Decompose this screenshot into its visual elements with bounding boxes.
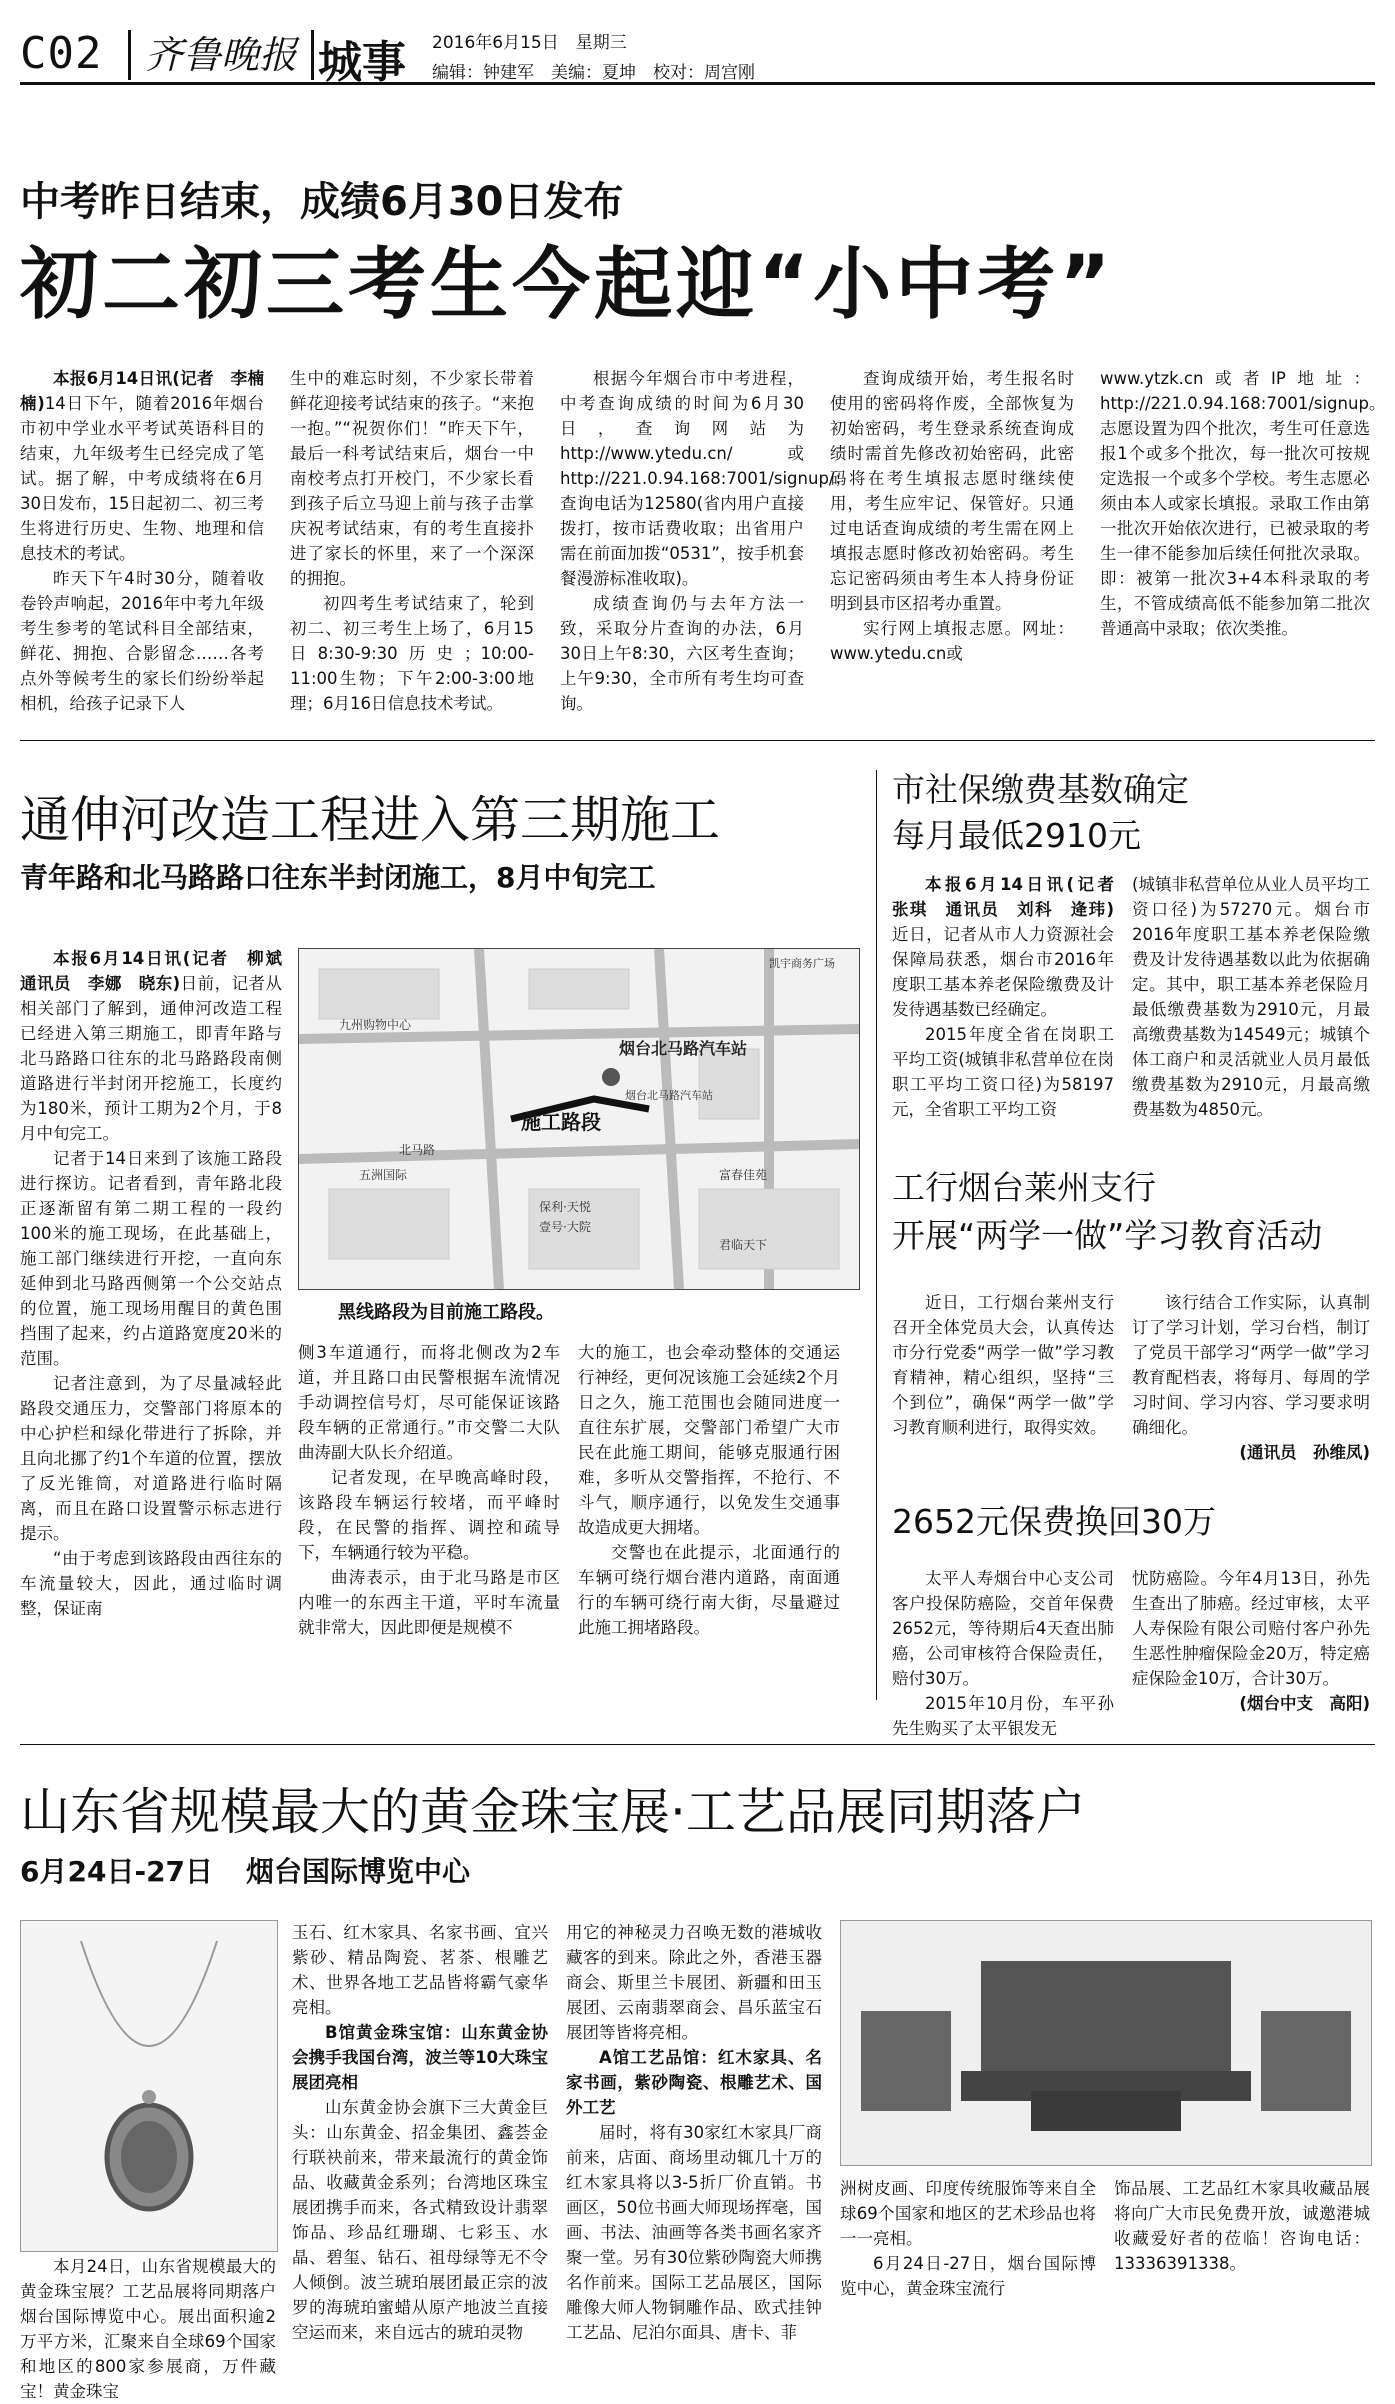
story5-headline: 2652元保费换回30万 — [892, 1502, 1216, 1541]
story5-byline: (烟台中支 高阳) — [1239, 1694, 1370, 1713]
page-number: C02 — [20, 28, 103, 79]
story6-date: 6月24日-27日 — [20, 1855, 214, 1888]
story2-dateline: 本报6月14日讯(记者 柳斌 通讯员 李娜 晓东) — [20, 949, 299, 993]
construction-map — [298, 948, 860, 1290]
story3-dateline: 本报6月14日讯(记者 张琪 通讯员 刘科 逄玮) — [892, 875, 1131, 919]
story4-headline-line2: 开展“两学一做”学习教育活动 — [892, 1216, 1323, 1255]
map-label: 施工路段 — [521, 1110, 601, 1134]
story1-column-3: 根据今年烟台市中考进程，中考查询成绩的时间为6月30日，查询网站为http://www.ytedu.cn/或http://221.0.94.168:7001/signup/；查询电话为12580(省内用户直接拨打，按市话费收取；出省用户需在前面加拨“0531”，按手机套餐漫游标准收取)。 成绩查询仍与去年方法一致，采取分片查询的办法，6月30日上午8:30，六区考生查询；上午9:30，全市所有考生均可查询。 — [560, 369, 851, 713]
issue-date: 2016年6月15日 星期三 — [432, 33, 627, 53]
story6-headline: 山东省规模最大的黄金珠宝展·工艺品展同期落户 — [20, 1783, 1086, 1841]
furniture-image — [841, 1921, 1371, 2165]
section-title: 城事 — [318, 37, 406, 88]
section-divider — [20, 1744, 1375, 1745]
map-label: 壹号·大院 — [539, 1220, 591, 1234]
story6-column-3: 用它的神秘灵力召唤无数的港城收藏客的到来。除此之外，香港玉器商会、斯里兰卡展团、新疆和田玉展团、云南翡翠商会、昌乐蓝宝石展团等皆将亮相。 A馆工艺品馆：红木家具、名家书画，紫砂陶瓷、根雕艺术、国外工艺 届时，将有30家红木家具厂商前来，店面、商场里动辄几十万的红木家具将以3-5折厂价直销。书画区，50位书画大师现场挥毫，国画、书法、油画等各类书画名家齐聚一堂。另有30位紫砂陶瓷大师携名作前来。国际工艺品展区，国际雕像大师人物铜雕作品、欧式挂钟工艺品、尼泊尔面具、唐卡、菲 — [566, 1923, 822, 2342]
section-divider — [20, 740, 1375, 741]
story4-byline: (通讯员 孙维凤) — [1239, 1443, 1370, 1462]
story6-column-5: 饰品展、工艺品红木家具收藏品展将向广大市民免费开放，诚邀港城收藏爱好者的莅临！咨询电话：13336391338。 — [1114, 2179, 1370, 2273]
story5-column-2: 忧防癌险。今年4月13日，孙先生查出了肺癌。经过审核，太平人寿保险有限公司赔付客户孙先生恶性肿瘤保险金20万，特定癌症保险金10万，合计30万。 (烟台中支 高阳) — [1132, 1566, 1370, 1736]
story1-kicker: 中考昨日结束，成绩6月30日发布 — [20, 179, 624, 225]
story1-dateline: 本报6月14日讯(记者 李楠楠) — [20, 369, 264, 413]
map-label: 富春佳苑 — [719, 1168, 768, 1182]
map-graphic — [299, 949, 859, 1289]
story6-venue: 烟台国际博览中心 — [246, 1855, 471, 1888]
necklace-photo — [20, 1920, 278, 2252]
story1-headline: 初二初三考生今起迎“小中考” — [20, 240, 1115, 330]
map-label: 五洲国际 — [359, 1168, 408, 1182]
map-label: 九州购物中心 — [339, 1018, 412, 1032]
story4-column-2: 该行结合工作实际，认真制订了学习计划，学习台档，制订了党员干部学习“两学一做”学习教育配档表，将每月、每周的学习时间、学习内容、学习要求明确细化。 (通讯员 孙维凤) — [1132, 1290, 1370, 1470]
map-label: 凯宇商务广场 — [769, 957, 835, 970]
story6-column-1: 本月24日，山东省规模最大的黄金珠宝展？工艺品展将同期落户烟台国际博览中心。展出面积逾2万平方米，汇聚来自全球69个国家和地区的800家参展商，万件藏宝！黄金珠宝 — [20, 2257, 276, 2401]
story5-column-1: 太平人寿烟台中心支公司客户投保防癌险，交首年保费2652元，等待期后4天查出肺癌，公司审核符合保险责任，赔付30万。 2015年10月份，车平孙先生购买了太平银发无 — [892, 1569, 1114, 1738]
story3-headline-line1: 市社保缴费基数确定 — [892, 770, 1189, 809]
editor-credits: 编辑：钟建军 美编：夏坤 校对：周宫刚 — [432, 63, 755, 83]
story3-column-1: 本报6月14日讯(记者 张琪 通讯员 刘科 逄玮)近日，记者从市人力资源社会保障局获悉，烟台市2016年度职工基本养老保险缴费及计发待遇基数已经确定。 2015年度全省在岗职工平均工资(城镇非私营单位在岗职工平均工资口径)为58197元，全省职工平均工资 — [892, 875, 1131, 1119]
column-divider — [876, 770, 877, 1700]
story1-column-5: www.ytzk.cn或者IP地址：http://221.0.94.168:7001/signup。志愿设置为四个批次，考生可任意选报1个或多个批次，每一批次可按规定选报一个或多个学校。考生志愿必须由本人或家长填报。录取工作由第一批次开始依次进行，已被录取的考生一律不能参加后续任何批次录取。即：被第一批次3+4本科录取的考生，不管成绩高低不能参加第二批次普通高中录取；依次类推。 — [1100, 369, 1386, 638]
furniture-photo — [840, 1920, 1372, 2166]
map-label: 君临天下 — [719, 1238, 768, 1252]
story1-column-1: 本报6月14日讯(记者 李楠楠)14日下午，随着2016年烟台市初中学业水平考试英语科目的结束，九年级考生已经完成了笔试。据了解，中考成绩将在6月30日发布，15日起初二、初三考生将进行历史、生物、地理和信息技术的考试。 昨天下午4时30分，随着收卷铃声响起，2016年中考九年级考生参考的笔试科目全部结束，鲜花、拥抱、合影留念……各考点外等候考生的家长们纷纷举起相机，给孩子记录下人 — [20, 369, 264, 713]
story4-column-1: 近日，工行烟台莱州支行召开全体党员大会，认真传达市分行党委“两学一做”学习教育精神，精心组织，坚持“三个到位”，确保“两学一做”学习教育顺利进行，取得实效。 — [892, 1293, 1114, 1437]
map-label: 烟台北马路汽车站 — [625, 1089, 713, 1102]
story2-column-2: 侧3车道通行，而将北侧改为2车道，并且路口由民警根据车流情况手动调控信号灯，尽可能保证该路段车辆的正常通行。”市交警二大队曲涛副大队长介绍道。 记者发现，在早晚高峰时段，该路段车辆运行较堵，而平峰时段，在民警的指挥、调控和疏导下，车辆通行较为平稳。 曲涛表示，由于北马路是市区内唯一的东西主干道，平时车流量就非常大，因此即便是规模不 — [298, 1343, 560, 1637]
story4-headline-line1: 工行烟台莱州支行 — [892, 1168, 1156, 1207]
story1-column-4: 查询成绩开始，考生报名时使用的密码将作废，全部恢复为初始密码，考生登录系统查询成绩时需首先修改初始密码，此密码将在考生填报志愿时继续使用，考生应牢记、保管好。只通过电话查询成绩的考生需在网上填报志愿时修改初始密码。考生忘记密码须由考生本人持身份证明到县市区招考办重置。 实行网上填报志愿。网址：www.ytedu.cn或 — [830, 369, 1074, 663]
story3-column-2: (城镇非私营单位从业人员平均工资口径)为57270元。烟台市2016年度职工基本养老保险缴费及计发待遇基数以此为依据确定。其中，职工基本养老保险月最低缴费基数为2910元，月最高缴费基数为14549元；城镇个体工商户和灵活就业人员月最低缴费基数为2910元，月最高缴费基数为4850元。 — [1132, 875, 1370, 1119]
necklace-image — [21, 1921, 277, 2251]
story6-column-2: 玉石、红木家具、名家书画、宜兴紫砂、精品陶瓷、茗茶、根雕艺术、世界各地工艺品皆将霸气豪华亮相。 B馆黄金珠宝馆：山东黄金协会携手我国台湾，波兰等10大珠宝展团亮相 山东黄金协会旗下三大黄金巨头：山东黄金、招金集团、鑫荟金行联袂前来，带来最流行的黄金饰品、收藏黄金系列；台湾地区珠宝展团携手而来，各式精致设计翡翠饰品、珍品红珊瑚、七彩玉、水晶、碧玺、钻石、祖母绿等无不令人倾倒。波兰琥珀展团最正宗的波罗的海琥珀蜜蜡从原产地波兰直接空运而来，来自远古的琥珀灵物 — [292, 1923, 548, 2342]
story1-column-2: 生中的难忘时刻，不少家长带着鲜花迎接考试结束的孩子。“来抱一抱。”“祝贺你们！”昨天下午，最后一科考试结束后，烟台一中南校考点打开校门，不少家长看到孩子后立马迎上前与孩子击掌庆祝考试结束，有的考生直接扑进了家长的怀里，来了一个深深的拥抱。 初四考生考试结束了，轮到初二、初三考生上场了，6月15日8:30-9:30历史；10:00-11:00生物；下午2:00-3:00地理；6月16日信息技术考试。 — [290, 369, 534, 713]
story2-subhead: 青年路和北马路路口往东半封闭施工，8月中旬完工 — [20, 861, 656, 894]
story3-headline-line2: 每月最低2910元 — [892, 816, 1141, 855]
masthead-rule — [20, 82, 1375, 85]
map-label: 烟台北马路汽车站 — [619, 1039, 748, 1058]
masthead — [20, 14, 1375, 114]
paper-logo: 齐鲁晚报 — [128, 30, 314, 80]
story2-column-3: 大的施工，也会牵动整体的交通运行神经，更何况该施工会延续2个月日之久，施工范围也会随同进度一直往东扩展，交警部门希望广大市民在此施工期间，能够克服通行困难，多听从交警指挥，不抢行、不斗气，顺序通行，以免发生交通事故造成更大拥堵。 交警也在此提示，北面通行的车辆可绕行烟台港内道路，南面通行的车辆可绕行南大街，尽量避过此施工拥堵路段。 — [578, 1343, 840, 1637]
map-label: 保利·天悦 — [539, 1200, 591, 1214]
map-caption: 黑线路段为目前施工路段。 — [338, 1302, 554, 1323]
map-label: 北马路 — [399, 1143, 436, 1157]
story6-column-4: 洲树皮画、印度传统服饰等来自全球69个国家和地区的艺术珍品也将一一亮相。 6月24日-27日，烟台国际博览中心，黄金珠宝流行 — [840, 2179, 1096, 2298]
story2-column-1: 本报6月14日讯(记者 柳斌 通讯员 李娜 晓东)日前，记者从相关部门了解到，通伸河改造工程已经进入第三期施工，即青年路与北马路路口往东的北马路路段南侧道路进行半封闭开挖施工，长度约为180米，预计工期为2个月，于8月中旬完工。 记者于14日来到了该施工路段进行探访。记者看到，青年路北段正逐渐留有第二期工程的一段约100米的施工现场，在此基础上，施工部门继续进行开挖，一直向东延伸到北马路西侧第一个公交站点的位置，施工现场用醒目的黄色围挡围了起来，约占道路宽度20米的范围。 记者注意到，为了尽量减轻此路段交通压力，交警部门将原本的中心护栏和绿化带进行了拆除，并且向北挪了约1个车道的位置，摆放了反光锥筒，对道路进行临时隔离，而且在路口设置警示标志进行提示。 “由于考虑到该路段由西往东的车流量较大，因此，通过临时调整，保证南 — [20, 949, 299, 1618]
story2-headline: 通伸河改造工程进入第三期施工 — [20, 791, 720, 849]
